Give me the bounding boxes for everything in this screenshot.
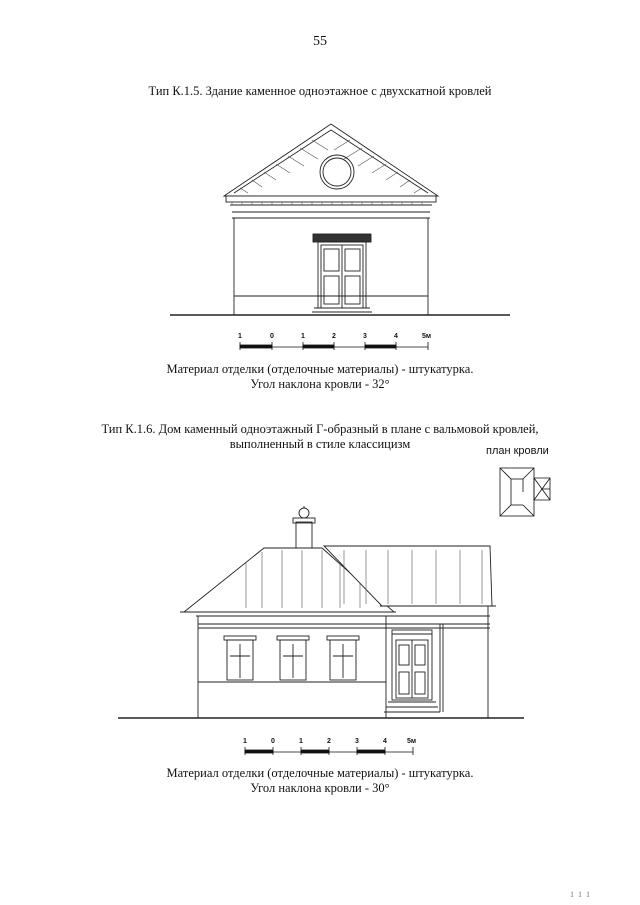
section2-caption [0, 766, 640, 796]
scale1-tick-label: 0 [270, 333, 274, 340]
footer-mark: 1 1 1 [570, 890, 591, 899]
scale2-tick-label: 1 [299, 738, 303, 745]
scale1-tick-label: 2 [332, 333, 336, 340]
section1-title: Тип К.1.5. Здание каменное одноэтажное с двухскатной кровлей [148, 84, 492, 98]
scale1-tick-label: 3 [363, 333, 367, 340]
scale2-tick-label: 1 [243, 738, 247, 745]
scale2-tick-label: 5м [407, 738, 417, 745]
section2-caption-roof-angle: Угол наклона кровли - 30° [250, 781, 390, 795]
scale1-tick-label: 1 [238, 333, 242, 340]
section2-title-line2: выполненный в стиле классицизм [229, 437, 411, 451]
section1-caption-roof-angle: Угол наклона кровли - 32° [250, 377, 390, 391]
section2-caption-material: Материал отделки (отделочные материалы) - штукатурка. [166, 766, 474, 780]
scale2-tick-label: 0 [271, 738, 275, 745]
scale1-tick-label: 5м [422, 333, 432, 340]
page-number: 55 [313, 34, 327, 49]
roof-plan-label: план кровли [486, 445, 549, 457]
scale2-tick-label: 2 [327, 738, 331, 745]
scale2-tick-label: 4 [383, 738, 387, 745]
section2-title-line1: Тип К.1.6. Дом каменный одноэтажный Г-образный в плане с вальмовой кровлей, [101, 422, 539, 436]
scale2-tick-label: 3 [355, 738, 359, 745]
scale1-tick-label: 4 [394, 333, 398, 340]
scale1-tick-label: 1 [301, 333, 305, 340]
section1-caption-material: Материал отделки (отделочные материалы) - штукатурка. [166, 362, 474, 376]
